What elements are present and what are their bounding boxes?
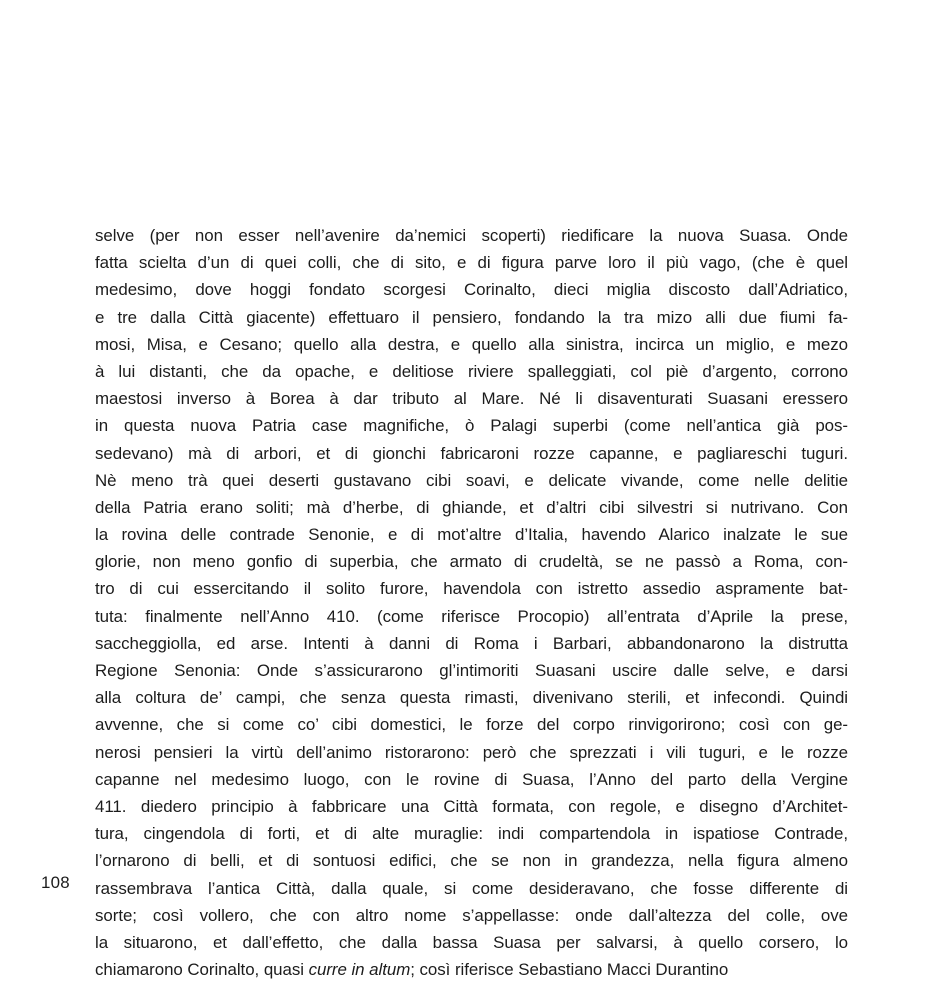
text-line: della Patria erano soliti; mà d’herbe, di ghiande, et d’altri cibi silvestri si nutrivano. Con — [95, 497, 848, 517]
text-line: Nè meno trà quei deserti gustavano cibi soavi, e delicate vivande, come nelle delitie — [95, 470, 848, 490]
text-line: avvenne, che si come co’ cibi domestici, le forze del corpo rinvigorirono; così con ge- — [95, 715, 848, 735]
text-line: tro di cui essercitando il solito furore, havendola con istretto assedio aspramente bat- — [95, 579, 848, 599]
text-line: e tre dalla Città giacente) effettuaro il pensiero, fondando la tra mizo alli due fiumi fa- — [95, 307, 848, 327]
text-line-final — [95, 956, 848, 983]
final-line-lead: chiamarono Corinalto, quasi — [95, 960, 309, 980]
text-line: maestosi inverso à Borea à dar tributo al Mare. Né li disaventurati Suasani eressero — [95, 389, 848, 409]
text-line: 411. diedero principio à fabbricare una Città formata, con regole, e disegno d’Architet- — [95, 796, 848, 816]
text-line: alla coltura de’ campi, che senza questa rimasti, divenivano sterili, et infecondi. Quindi — [95, 688, 848, 708]
final-line-tail: ; così riferisce Sebastiano Macci Durantino — [410, 960, 729, 980]
text-line: in questa nuova Patria case magnifiche, ò Palagi superbi (come nell’antica già pos- — [95, 416, 848, 436]
text-line: selve (per non esser nell’avenire da’nemici scoperti) riedificare la nuova Suasa. Onde — [95, 226, 848, 245]
text-line: nerosi pensieri la virtù dell’animo ristorarono: però che sprezzati i vili tuguri, e le rozze — [95, 742, 848, 762]
text-line: fatta scielta d’un di quei colli, che di sito, e di figura parve loro il più vago, (che è quel — [95, 253, 848, 273]
text-line: la rovina delle contrade Senonie, e di mot’altre d’Italia, havendo Alarico inalzate le sue — [95, 525, 848, 545]
text-line: tura, cingendola di forti, et di alte muraglie: indi compartendola in ispatiose Contrade, — [95, 824, 848, 844]
text-line: tuta: finalmente nell’Anno 410. (come riferisce Procopio) all’entrata d’Aprile la prese, — [95, 606, 848, 626]
text-line: la situarono, et dall’effetto, che dalla bassa Suasa per salvarsi, à quello corsero, lo — [95, 932, 848, 952]
text-line: rassembrava l’antica Città, dalla quale, si come desideravano, che fosse differente di — [95, 878, 848, 898]
text-line: glorie, non meno gonfio di superbia, che armato di crudeltà, se ne passò a Roma, con- — [95, 552, 848, 572]
text-line: saccheggiolla, ed arse. Intenti à danni di Roma i Barbari, abbandonarono la distrutta — [95, 633, 848, 653]
text-line: Regione Senonia: Onde s’assicurarono gl’intimoriti Suasani uscire dalle selve, e darsi — [95, 661, 848, 680]
body-paragraph — [95, 222, 848, 983]
page-number: 108 — [41, 873, 70, 892]
text-line: capanne nel medesimo luogo, con le rovine di Suasa, l’Anno del parto della Vergine — [95, 769, 848, 789]
text-line: l’ornarono di belli, et di sontuosi edifici, che se non in grandezza, nella figura almeno — [95, 851, 848, 871]
text-line: mosi, Misa, e Cesano; quello alla destra, e quello alla sinistra, incirca un miglio, e mezo — [95, 334, 848, 354]
text-line: sorte; così vollero, che con altro nome s’appellasse: onde dall’altezza del colle, ove — [95, 905, 848, 925]
text-line: sedevano) mà di arbori, et di gionchi fabricaroni rozze capanne, e pagliareschi tuguri. — [95, 443, 848, 463]
latin-phrase-italic: curre in altum — [308, 960, 411, 980]
text-line: medesimo, dove hoggi fondato scorgesi Corinalto, dieci miglia discosto dall’Adriatico, — [95, 280, 848, 300]
body-text-block — [95, 222, 848, 983]
text-line: à lui distanti, che da opache, e delitiose riviere spalleggiati, col piè d’argento, corrono — [95, 361, 848, 381]
